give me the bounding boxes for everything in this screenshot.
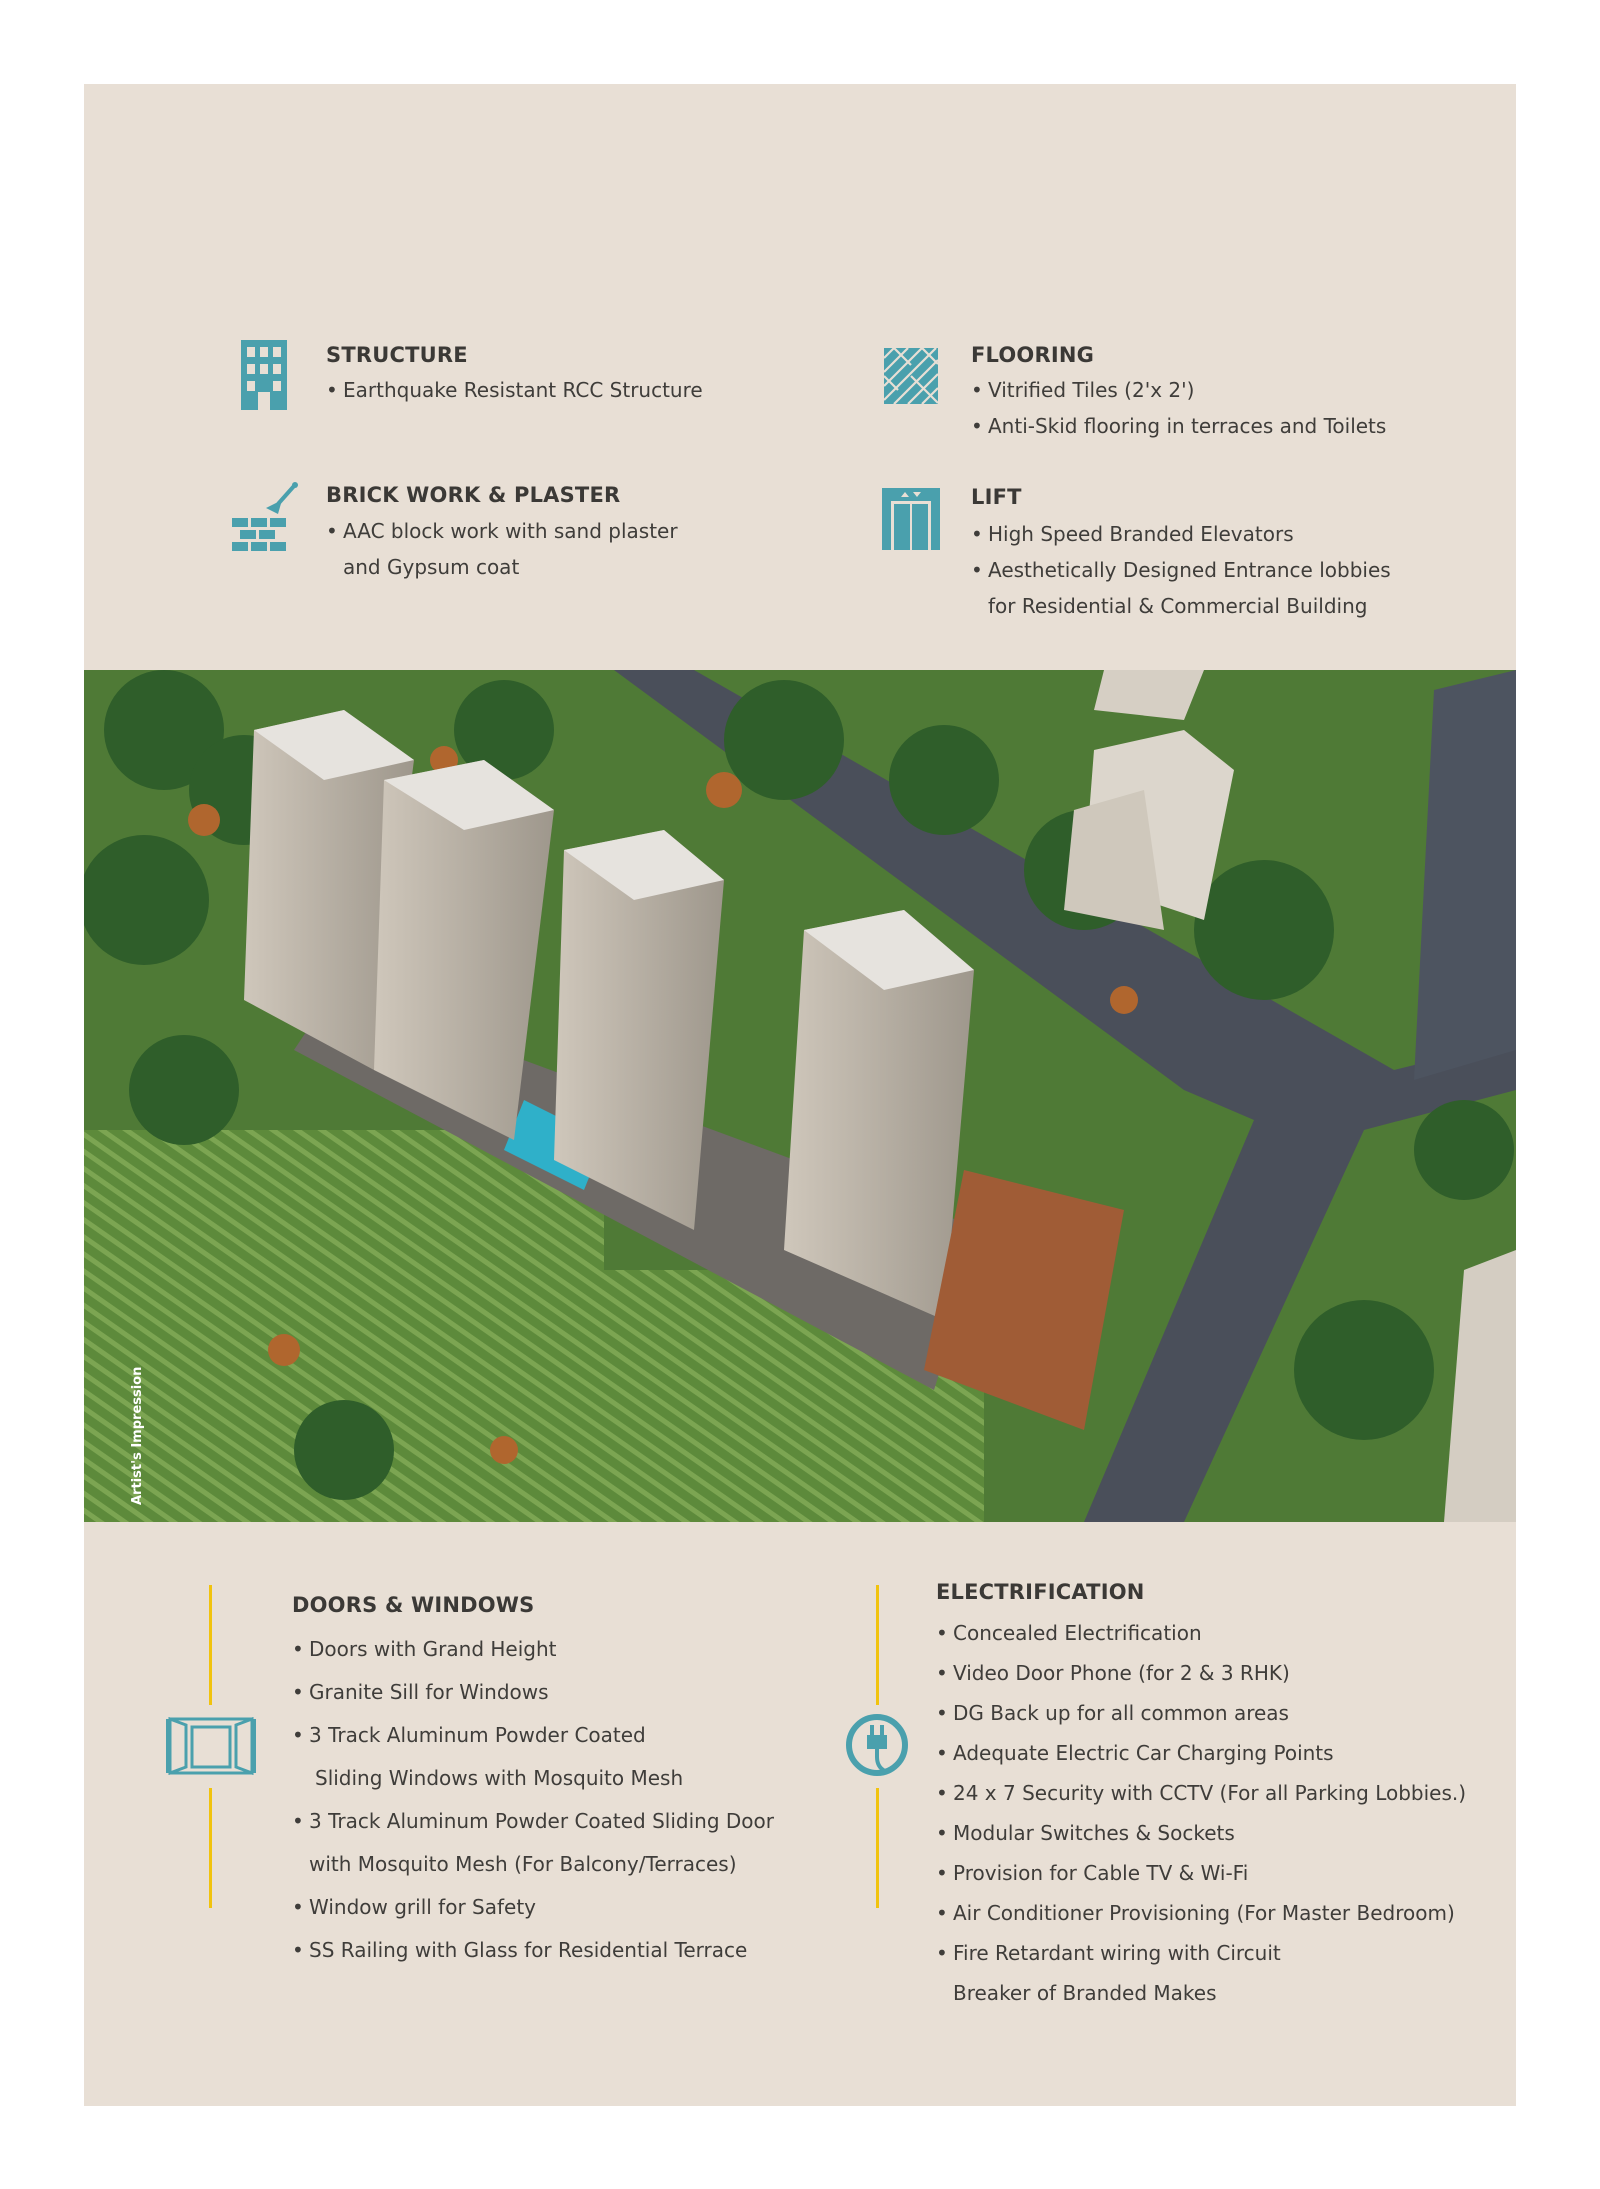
list-item-continuation: for Residential & Commercial Building <box>988 594 1368 618</box>
list-item: • Provision for Cable TV & Wi-Fi <box>936 1861 1249 1885</box>
brick-list <box>326 513 678 585</box>
brick-title: BRICK WORK & PLASTER <box>326 483 621 507</box>
list-item: • Adequate Electric Car Charging Points <box>936 1741 1334 1765</box>
elevator-icon <box>882 488 940 554</box>
list-item-continuation: with Mosquito Mesh (For Balcony/Terraces) <box>309 1852 737 1876</box>
divider-line <box>876 1585 879 1705</box>
list-item: • Fire Retardant wiring with Circuit <box>936 1941 1281 1965</box>
list-item: • SS Railing with Glass for Residential Terrace <box>292 1938 748 1962</box>
lift-title: LIFT <box>971 485 1022 509</box>
list-item-continuation: Breaker of Branded Makes <box>953 1981 1217 2005</box>
image-caption: Artist's Impression <box>130 1366 145 1505</box>
structure-title: STRUCTURE <box>326 343 468 367</box>
list-item: • Aesthetically Designed Entrance lobbies <box>971 558 1391 582</box>
list-item: • High Speed Branded Elevators <box>971 522 1294 546</box>
flooring-title: FLOORING <box>971 343 1095 367</box>
list-item: • Doors with Grand Height <box>292 1637 557 1661</box>
tiles-icon <box>884 348 938 408</box>
list-item-continuation: and Gypsum coat <box>343 555 520 579</box>
doors-title: DOORS & WINDOWS <box>292 1593 535 1617</box>
building-icon <box>241 340 287 414</box>
list-item: • 3 Track Aluminum Powder Coated Sliding Door <box>292 1809 774 1833</box>
list-item: • Window grill for Safety <box>292 1895 536 1919</box>
divider-line <box>876 1788 879 1908</box>
lift-list <box>971 516 1391 624</box>
list-item: • Earthquake Resistant RCC Structure <box>326 378 703 402</box>
list-item: • Air Conditioner Provisioning (For Master Bedroom) <box>936 1901 1455 1925</box>
list-item: • Video Door Phone (for 2 & 3 RHK) <box>936 1661 1290 1685</box>
doors-list <box>292 1628 774 1972</box>
structure-list <box>326 372 703 408</box>
flooring-list <box>971 372 1386 444</box>
list-item: • Concealed Electrification <box>936 1621 1202 1645</box>
list-item: • 3 Track Aluminum Powder Coated <box>292 1723 646 1747</box>
list-item: • Anti-Skid flooring in terraces and Toilets <box>971 414 1387 438</box>
list-item: • Vitrified Tiles (2'x 2') <box>971 378 1195 402</box>
electrification-list <box>936 1613 1466 2013</box>
list-item: • 24 x 7 Security with CCTV (For all Parking Lobbies.) <box>936 1781 1467 1805</box>
aerial-render-image <box>84 670 1516 1522</box>
list-item: • Modular Switches & Sockets <box>936 1821 1235 1845</box>
divider-line <box>209 1585 212 1705</box>
list-item: • DG Back up for all common areas <box>936 1701 1289 1725</box>
divider-line <box>209 1788 212 1908</box>
list-item: • AAC block work with sand plaster <box>326 519 678 543</box>
electrification-title: ELECTRIFICATION <box>936 1580 1145 1604</box>
list-item-continuation: Sliding Windows with Mosquito Mesh <box>315 1766 684 1790</box>
door-window-icon <box>164 1717 258 1779</box>
list-item: • Granite Sill for Windows <box>292 1680 549 1704</box>
plug-icon <box>845 1713 909 1781</box>
brick-trowel-icon <box>230 482 300 556</box>
